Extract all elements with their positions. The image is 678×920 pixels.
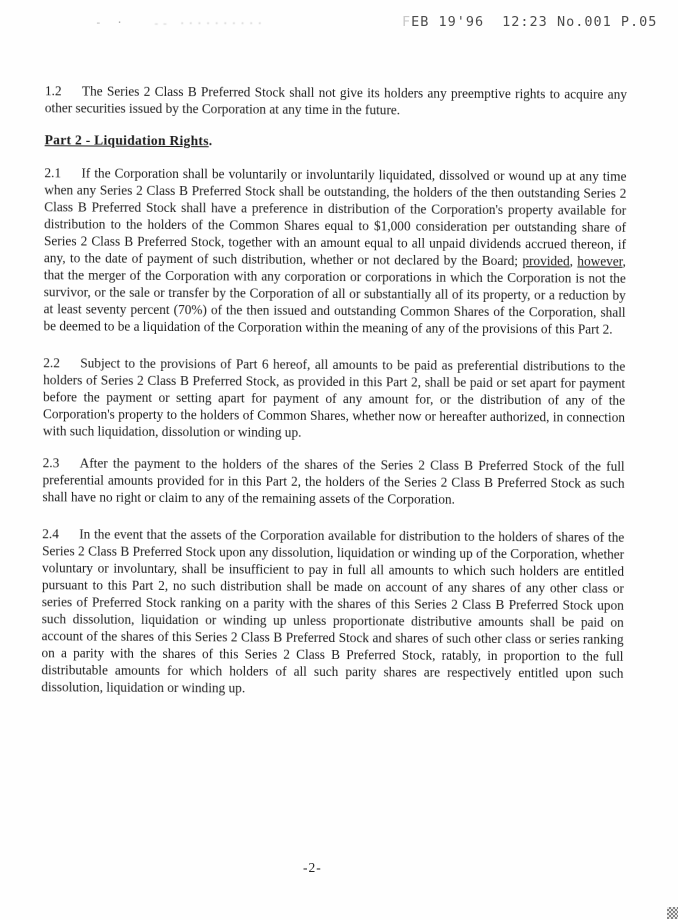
fax-header-faded-id: -- ·········· [153, 17, 266, 30]
fax-time-page: 12:23 No.001 P.05 [502, 14, 658, 30]
fax-header-left-mark: - · [95, 16, 127, 29]
paragraph-1-2 [45, 82, 627, 120]
section-number-2-1: 2.1 [44, 165, 62, 181]
fax-date: EB 19'96 [411, 14, 485, 30]
section-number-2-4: 2.4 [42, 526, 59, 542]
paragraph-2-4-text: In the event that the assets of the Corporation available for distribution to the holders of shares of the Series 2 Class B Preferred Stock upon any dissolution, liquidation or winding up of the Corporation, whether voluntary or involuntary, shall be insufficient to pay in full all amounts to which such holders are entitled pursuant to this Part 2, no such distribution shall be made on account of any shares of any other class or series of Preferred Stock ranking on a parity with the shares of this Series 2 Class B Preferred Stock upon such dissolution, liquidation or winding up unless proportionate distributive amounts shall be paid on account of the shares of this Series 2 Class B Preferred Stock and shares of such other class or series ranking on a parity with the shares of this Series 2 Class B Preferred Stock, ratably, in proportion to the full distributable amounts for which holders of all such parity shares are respectively entitled upon such dissolution, liquidation or winding up. [41, 526, 625, 696]
fax-header [0, 14, 678, 36]
scan-artifact [667, 907, 678, 919]
fax-date-faded-letter: F [402, 14, 412, 30]
paragraph-2-1-text-a: If the Corporation shall be voluntarily or involuntarily liquidated, dissolved or wound up at any time when any Series 2 Class B Preferred Stock shall be outstanding, the holders of the then outstanding Series 2 Class B Preferred Stock shall have a preference in distribution of the Corporation's property available for distribution to the holders of the Common Shares equal to $1,000 consideration per outstanding share of Series 2 Class B Preferred Stock, together with an amount equal to all unpaid dividends accrued thereon, if any, to the date of payment of such distribution, whether or not declared by the Board; [43, 165, 627, 269]
part-2-heading-period: . [208, 133, 213, 149]
part-2-heading-text: Part 2 - Liquidation Rights [44, 132, 209, 149]
paragraph-2-1 [43, 164, 626, 338]
section-number-1-2: 1.2 [44, 83, 62, 99]
paragraph-2-3-text: After the payment to the holders of the shares of the Series 2 Class B Preferred Stock of the full preferential amounts provided for in this Part 2, the holders of the Series 2 Class B Preferred Stock as such shall have no right or claim to any of the remaining assets of the Corporation. [42, 455, 625, 507]
paragraph-2-2-text: Subject to the provisions of Part 6 hereof, all amounts to be paid as preferential distributions to the holders of Series 2 Class B Preferred Stock, as provided in this Part 2, shall be paid or set apart for payment before the payment or setting apart for payment of any amount for, or the distribution of any of the Corporation's property to the holders of Common Shares, whether now or hereafter authorized, in connection with such liquidation, dissolution or winding up. [42, 355, 626, 440]
paragraph-2-1-text-b: , that the merger of the Corporation with any corporation or corporations in which the Corporation is not the survivor, or the sale or transfer by the Corporation of all or substantially all of its property, or a reduction by at least seventy percent (70%) of the then issued and outstanding Common Shares of the Corporation, shall be deemed to be a liquidation of the Corporation within the meaning of any of the provisions of this Part 2. [43, 253, 626, 337]
part-2-heading [45, 131, 627, 152]
paragraph-2-4 [41, 525, 624, 699]
section-number-2-3: 2.3 [42, 455, 60, 471]
fax-header-timestamp [402, 14, 657, 30]
paragraph-2-1-underlined-provided: provided [522, 253, 570, 269]
paragraph-1-2-text: The Series 2 Class B Preferred Stock shall not give its holders any preemptive rights to acquire any other securities issued by the Corporation at any time in the future. [44, 83, 627, 118]
document-body [41, 82, 627, 699]
page-number: -2- [303, 860, 322, 875]
paragraph-2-1-separator: , [569, 253, 578, 269]
section-number-2-2: 2.2 [43, 355, 60, 371]
paragraph-2-1-underlined-however: however [577, 253, 623, 269]
paragraph-2-2 [43, 354, 626, 443]
paragraph-2-3 [42, 454, 624, 509]
